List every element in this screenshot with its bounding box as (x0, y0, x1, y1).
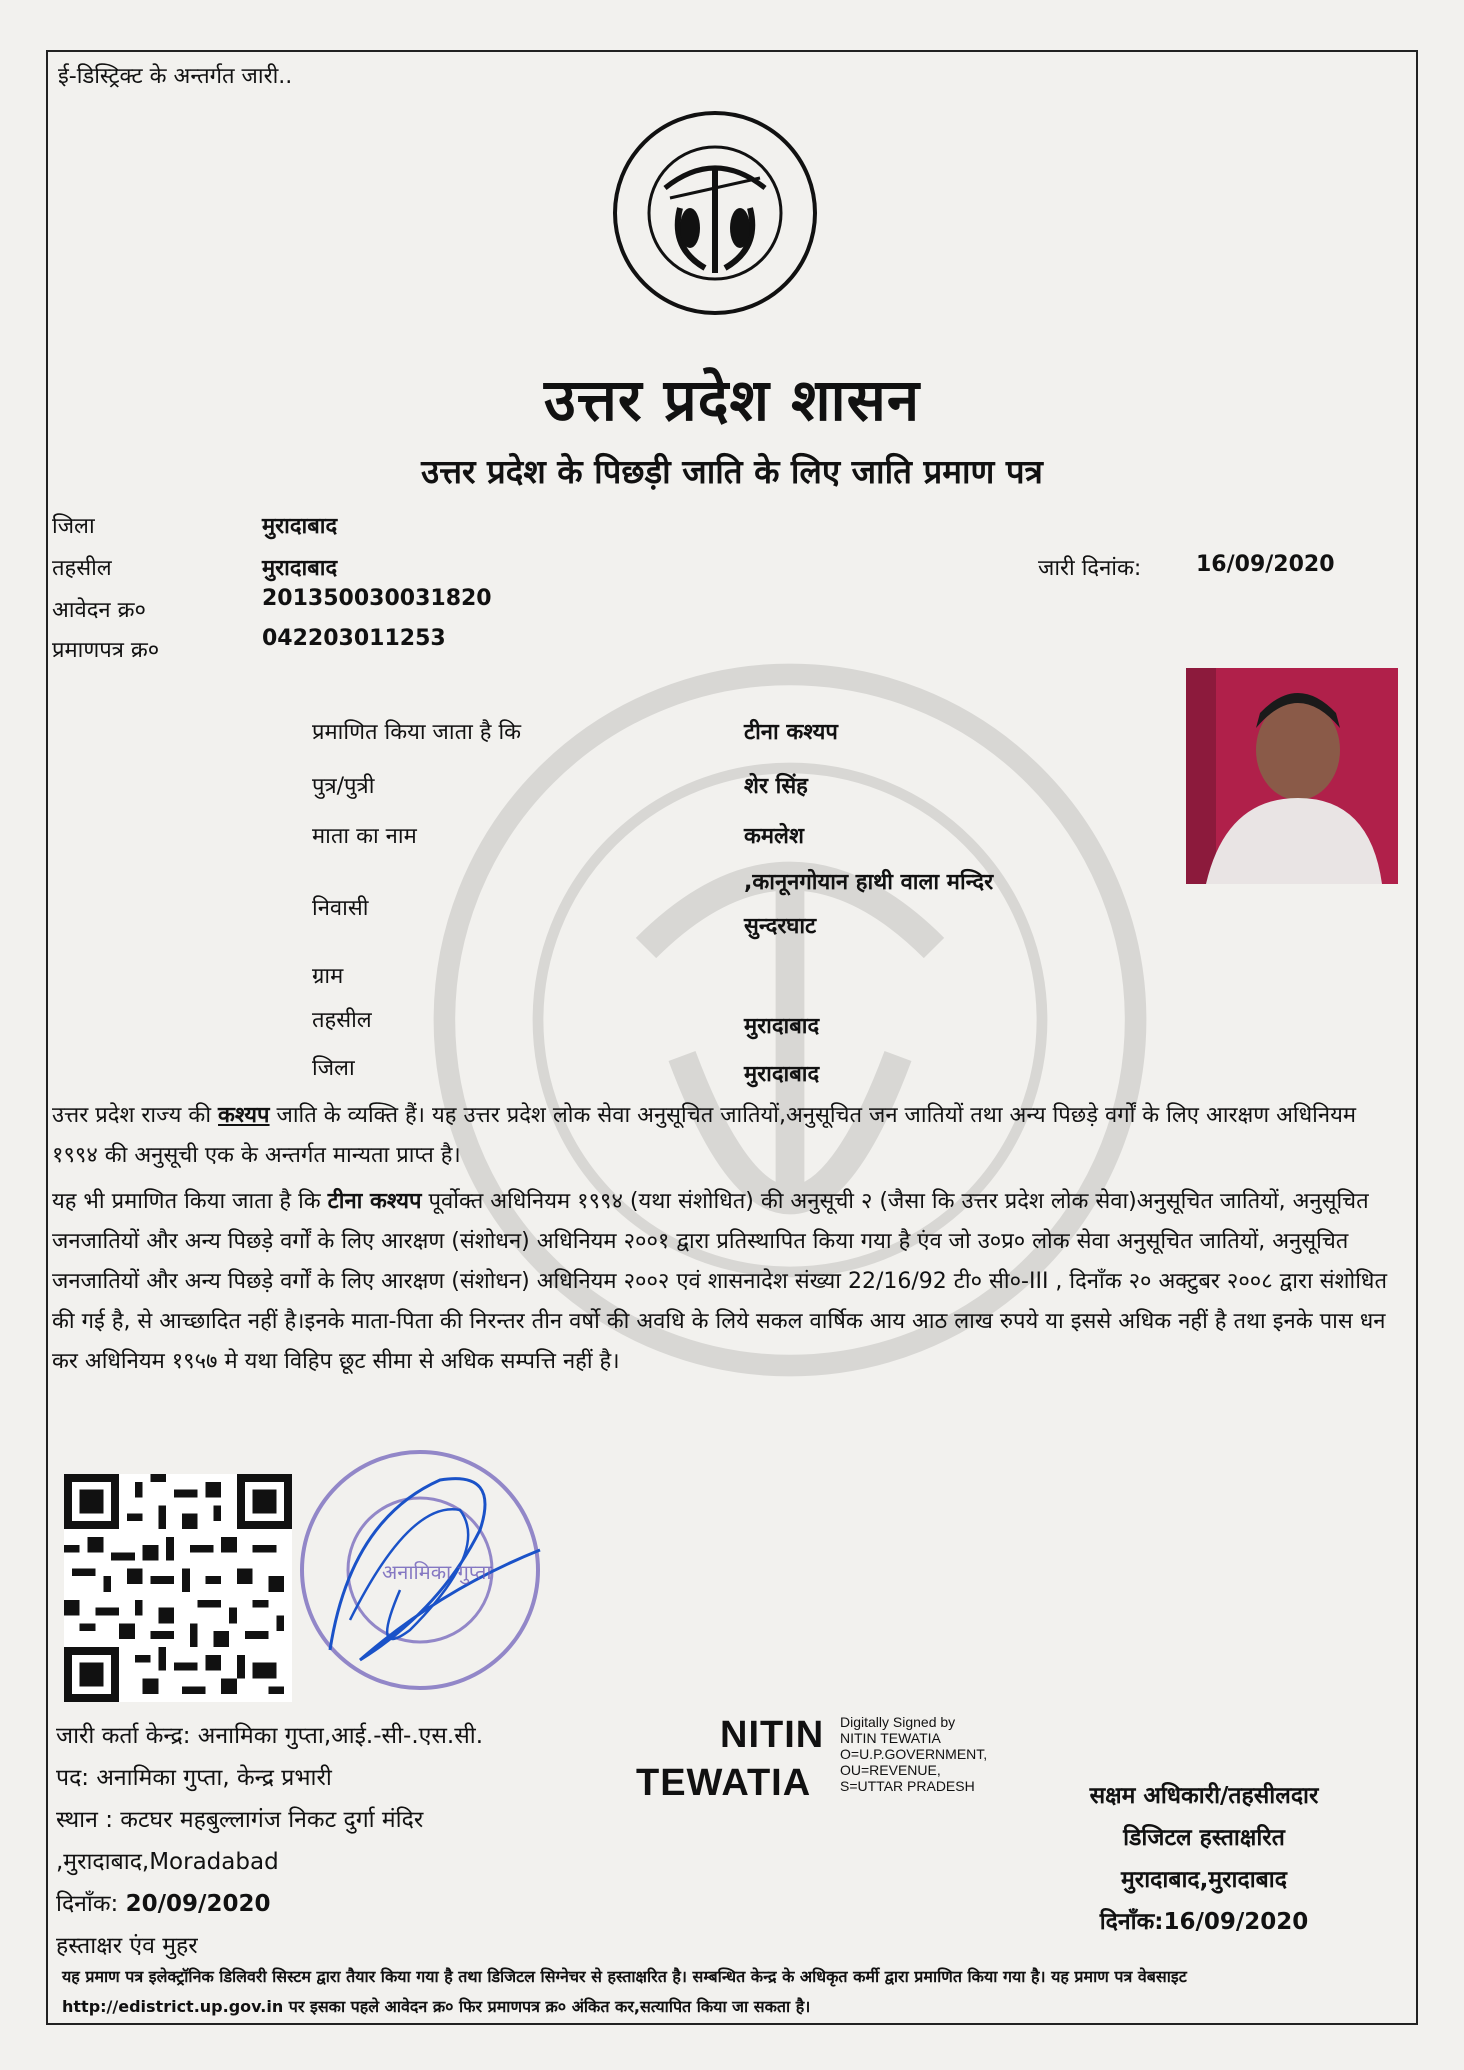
caste-paragraph: उत्तर प्रदेश राज्य की कश्यप जाति के व्यक्ति हैं। यह उत्तर प्रदेश लोक सेवा अनुसूचित जातियों,अनुसूचित जन जातियों तथा अन्य पिछड़े वर्गों के लिए आरक्षण अधिनियम १९९४ की अनुसूची एक के अन्तर्गत मान्यता प्राप्त है। (52, 1103, 1356, 1168)
meta-label-district: जिला (52, 514, 95, 539)
meta-value-district: मुरादाबाद (262, 514, 338, 539)
detail-label-village: ग्राम (312, 964, 344, 989)
official-seal (290, 1440, 550, 1700)
detail-value-mother: कमलेश (744, 824, 804, 849)
meta-label-application-no: आवेदन क्र० (52, 598, 146, 623)
issuer-date-label: दिनाँक: (56, 1891, 119, 1917)
authority-place: मुरादाबाद,मुरादाबाद (1121, 1867, 1287, 1893)
government-title: उत्तर प्रदेश शासन (543, 366, 921, 434)
applicant-photo (1186, 668, 1398, 884)
issuer-designation: पद: अनामिका गुप्ता, केन्द्र प्रभारी (56, 1765, 332, 1791)
certificate-title: उत्तर प्रदेश के पिछड़ी जाति के लिए जाति प्रमाण पत्र (421, 452, 1043, 491)
signer-name-line2: TEWATIA (636, 1762, 812, 1804)
caste-name: कश्यप (218, 1103, 270, 1128)
certification-paragraph: यह भी प्रमाणित किया जाता है कि टीना कश्यप पूर्वोक्त अधिनियम १९९४ (यथा संशोधित) की अनुसूची २ (जैसा कि उत्तर प्रदेश लोक सेवा)अनुसूचित जातियों, अनुसूचित जनजातियों और अन्य पिछड़े वर्गों के लिए आरक्षण (संशोधन) अधिनियम २००१ द्वारा प्रतिस्थापित किया गया है एंव जो उ०प्र० लोक सेवा अनुसूचित जातियों, अनुसूचित जनजातियों और अन्य पिछड़े वर्गों के लिए आरक्षण (संशोधन) अधिनियम २००२ एवं शासनादेश संख्या 22/16/92 टी० सी०-III , दिनाँक २० अक्टुबर २००८ द्वारा संशोधित की गई है, से आच्छादित नहीं है।इनके माता-पिता की निरन्तर तीन वर्षो की अवधि के लिये सकल वार्षिक आय आठ लाख रुपये या इससे अधिक नहीं है तथा इनके पास धन कर अधिनियम १९५७ मे यथा विहिप छूट सीमा से अधिक सम्पत्ति नहीं है। (52, 1189, 1387, 1374)
meta-label-tehsil: तहसील (52, 556, 112, 581)
meta-value-certificate-no: 042203011253 (262, 626, 446, 651)
issuer-date-row (56, 1886, 270, 1918)
detail-label-son-daughter: पुत्र/पुत्री (312, 774, 375, 799)
header-note: ई-डिस्ट्रिक्ट के अन्तर्गत जारी.. (58, 64, 293, 89)
authority-title: सक्षम अधिकारी/तहसीलदार (1089, 1783, 1319, 1809)
detail-value-name: टीना कश्यप (744, 720, 838, 745)
detail-label-certified: प्रमाणित किया जाता है कि (312, 720, 522, 745)
detail-value-district: मुरादाबाद (744, 1062, 820, 1087)
detail-value-father: शेर सिंह (744, 774, 808, 799)
issuer-centre: जारी कर्ता केन्द्र: अनामिका गुप्ता,आई.-सी-.एस.सी. (56, 1723, 484, 1749)
detail-label-resident: निवासी (312, 896, 369, 921)
issuer-sign-label: हस्ताक्षर एंव मुहर (56, 1933, 198, 1959)
detail-value-address-line2: सुन्दरघाट (744, 914, 817, 939)
certified-name: टीना कश्यप (327, 1189, 422, 1214)
signer-name-line1: NITIN (720, 1714, 825, 1756)
qr-code (64, 1474, 292, 1702)
issue-date: 16/09/2020 (1196, 552, 1335, 577)
issuer-date: 20/09/2020 (125, 1891, 271, 1917)
detail-label-district: जिला (312, 1056, 355, 1081)
detail-value-address-line1: ,कानूनगोयान हाथी वाला मन्दिर (744, 870, 994, 895)
issuer-place-line2: ,मुरादाबाद,Moradabad (56, 1849, 279, 1875)
footer-note: यह प्रमाण पत्र इलेक्ट्रॉनिक डिलिवरी सिस्टम द्वारा तैयार किया गया है तथा डिजिटल सिग्नेचर से हस्ताक्षरित है। सम्बन्धित केन्द्र के अधिकृत कर्मी द्वारा प्रमाणित किया गया है। यह प्रमाण पत्र वेबसाइट http://edistrict.up.gov.in पर इसका पहले आवेदन क्र० फिर प्रमाणपत्र क्र० अंकित कर,सत्यापित किया जा सकता है। (62, 1967, 1187, 2016)
meta-value-application-no: 201350030031820 (262, 586, 492, 611)
meta-value-tehsil: मुरादाबाद (262, 556, 338, 581)
seal-text: अनामिका गुप्ता (382, 1560, 492, 1584)
signer-details: Digitally Signed by NITIN TEWATIA O=U.P.GOVERNMENT, OU=REVENUE, S=UTTAR PRADESH (840, 1714, 988, 1794)
issue-date-label: जारी दिनांक: (1038, 556, 1142, 581)
authority-date: दिनाँक:16/09/2020 (1099, 1909, 1309, 1935)
meta-label-certificate-no: प्रमाणपत्र क्र० (52, 638, 160, 663)
detail-label-mother: माता का नाम (312, 824, 417, 849)
up-government-emblem (610, 108, 820, 318)
authority-digital: डिजिटल हस्ताक्षरित (1123, 1825, 1285, 1851)
detail-label-tehsil: तहसील (312, 1008, 372, 1033)
detail-value-tehsil: मुरादाबाद (744, 1014, 820, 1039)
issuer-place-line1: स्थान : कटघर महबुल्लागंज निकट दुर्गा मंदिर (56, 1807, 424, 1833)
